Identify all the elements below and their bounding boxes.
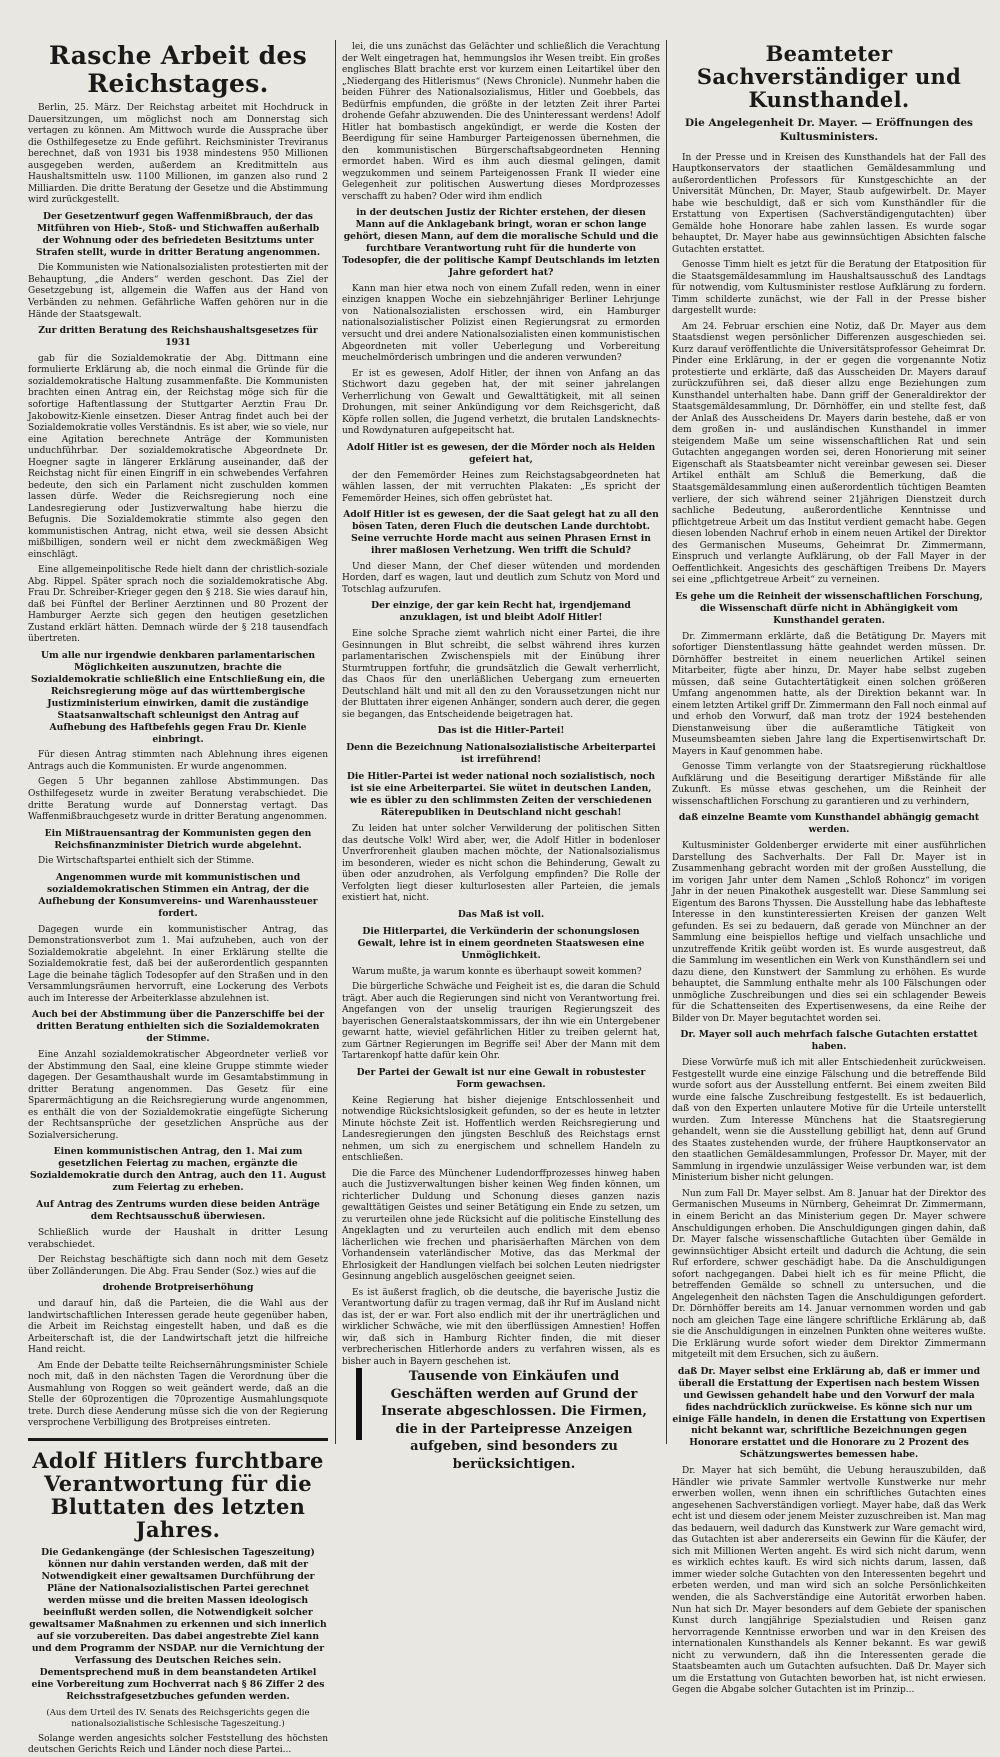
section-subheading: Zur dritten Beratung des Reichshaushaltsgesetzes für 1931 bbox=[38, 325, 318, 348]
section-subheading: drohende Brotpreiserhöhung bbox=[102, 1282, 254, 1294]
bold-paragraph: in der deutschen Justiz der Richter erstehen, der diesen Mann auf die Anklagebank bringt, woran er schon lange gehört, diesen Mann, auf dem die moralische Schuld und die furchtbare Verantwortung ruht für die hunderte von Todesopfer, die der politische Kampf Deutschlands im letzten Jahre gefordert hat? bbox=[342, 207, 660, 278]
article-paragraph: Eine Anzahl sozialdemokratischer Abgeordneter verließ vor der Abstimmung den Saal, eine kleine Gruppe stimmte wieder dagegen. Der Gesamthaushalt wurde im Gesamtabstimmung in dritter Beratung angenommen. Das Gesetz für eine Sparermächtigung an die Reichsregierung wurde angenommen, es enthält die von der Sozialdemokratie eingefügte Sicherung der Rechtsansprüche der gesetzlichen Ansprüche aus der Sozialversicherung. bbox=[28, 1050, 328, 1141]
bold-paragraph: Das ist die Hitler-Partei! bbox=[437, 725, 565, 737]
article-paragraph: Genosse Timm verlangte von der Staatsregierung rückhaltlose Aufklärung und die Beseitigung derartiger Mißstände für alle Zukunft. Es müsse etwas geschehen, um die Reinheit der wissenschaftlichen Forschung zu garantieren und zu verhindern, bbox=[672, 762, 986, 807]
article-subheading: Die Angelegenheit Dr. Mayer. — Eröffnungen des Kultusministers. bbox=[685, 117, 973, 143]
article-paragraph: Die die Farce des Münchener Ludendorffprozesses hinweg haben auch die Justizverwaltungen bisher keinen Weg finden können, um richterlicher Duldung und Schonung dieses ganzen nazis gewalttätigen Geistes und seiner Betätigung ein Ende zu setzen, um zu verurteilen ohne jede Rücksicht auf die politische Einstellung des Angeklagten und zu verurteilen auch endlich mit dem ebenso lächerlichen wie frechen und pharisäerhaften Märchen von dem Vorhandensein vaterländischer Motive, das das Merkmal der Ehrlosigkeit der Handlungen vielfach bei solchen Leuten niedrigster Gesinnung angeblich ausgelöschen geeignet seien. bbox=[342, 1168, 660, 1283]
article-paragraph: Diese Vorwürfe muß ich mit aller Entschiedenheit zurückweisen. Festgestellt wurde eine einzige Fälschung und die betreffende Bild wurde sofort aus der Ausstellung entfernt. Bei einem zweiten Bild wurde eine falsche Zuschreibung festgestellt. Es ist bedauerlich, daß von den Experten unlautere Motive für die Urteile unterstellt wurden. Zum Interesse Münchens hat die Staatsregierung gehandelt, wenn sie die Ausstellung gebilligt hat, denn auf Grund des Staates zustehenden wurde, der frühere Hauptkonservator an den staatlichen Gemäldesammlungen, Professor Dr. Mayer, mit der Sammlung in irgendwie unzulässiger Weise verbunden war, ist dem Ministerium bisher nicht gelungen. bbox=[672, 1058, 986, 1184]
bold-paragraph: Angenommen wurde mit kommunistischen und sozialdemokratischen Stimmen ein Antrag, der die Aufhebung der Konsumvereins- und Warenhaussteuer fordert. bbox=[38, 871, 318, 919]
article-headline: Beamteter Sachverständiger und Kunsthandel. bbox=[696, 41, 962, 113]
column-right bbox=[672, 41, 986, 1696]
column-middle bbox=[342, 42, 661, 1367]
bold-paragraph: daß einzelne Beamte vom Kunsthandel abhängig gemacht werden. bbox=[678, 812, 980, 836]
article-paragraph: gab für die Sozialdemokratie der Abg. Dittmann eine formulierte Erklärung ab, die noch einmal die Gründe für die sozialdemokratische Haltung zusammenfaßte. Die Kommunisten brachten einen Antrag ein, der Reichstag möge sich für die sofortige Haftentlassung der Stuttgarter Aerztin Frau Dr. Jakobowitz-Kienle einsetzen. Dieser Antrag findet auch bei der Sozialdemokratie volles Verständnis. Es ist aber, wie so viele, nur eine Agitation berechnete Anträge der Kommunisten unduchführbar. Der sozialdemokratische Abgeordnete Dr. Hoegner sagte in längerer Erklärung auseinander, daß der Reichstag nicht für einen Eingriff in ein schwebendes Verfahren bedeute, den sich ein Parlament nicht zuschulden kommen lassen dürfe. Weder die Reichsregierung noch eine Landesregierung oder Justizverwaltung habe hierzu die Befugnis. Die Sozialdemokratie stimmte also gegen den kommunistischen Antrag, nicht etwa, weil sie dessen Absicht mißbilligen, sondern weil er nicht dem zweckmäßigen Weg einschlägt. bbox=[28, 353, 328, 560]
article-paragraph: Es ist äußerst fraglich, ob die deutsche, die bayerische Justiz die Verantwortung dafür zu tragen vermag, daß ihr Ruf im Ausland nicht das ist, der er war. Fort also endlich mit der ihr unerträglichen und wirklicher Schwäche, wie mit den überflüssigen Amnestien! Hoffen wir, daß sich in Hamburg Richter finden, die mit dieser verbrecherischen Hitlerhorde anders zu verfahren wissen, als es bisher auch in Bayern geschehen ist. bbox=[342, 1287, 660, 1367]
bold-paragraph: Adolf Hitler ist es gewesen, der die Mörder noch als Helden gefeiert hat, bbox=[346, 441, 656, 465]
article-paragraph: Dr. Zimmermann erklärte, daß die Betätigung Dr. Mayers mit sofortiger Dienstentlassung hätte geahndet werden müssen. Dr. Dörnhöffer bestreitet in einem neuerlichen Artikel seinen Mitarbeiter, fügte aber hinzu, Dr. Mayer habe selbst zugeben müssen, daß seine Gutachtertätigkeit einen solchen größeren Umfang angenommen hatte, als der Direktion bekannt war. In einem letzten Artikel griff Dr. Zimmermann den Fall noch einmal auf und erhob den Vorwurf, daß man trotz der 1924 bestehenden Dienstanweisung über die außeramtliche Tätigkeit von Museumsbeamten sieben Jahre lang die Expertisenwirtschaft Dr. Mayers in Kauf genommen habe. bbox=[672, 631, 986, 757]
bold-paragraph: Der Partei der Gewalt ist nur eine Gewalt in robustester Form gewachsen. bbox=[356, 1066, 646, 1090]
bold-paragraph: Ein Mißtrauensantrag der Kommunisten gegen den Reichsfinanzminister Dietrich wurde abgelehnt. bbox=[44, 827, 312, 851]
article-paragraph: Die Kommunisten wie Nationalsozialisten protestierten mit der Behauptung, „die Anders“ werden geschont. Das Ziel der Gesetzgebung ist, allgemein die Waffen aus der Hand von Verbänden zu nehmen. Gefährliche Waffen gehören nur in die Hände der Staatsgewalt. bbox=[28, 263, 328, 320]
bold-paragraph: Die Gedankengänge (der Schlesischen Tageszeitung) können nur dahin verstanden werden, daß mit der Notwendigkeit einer gewaltsamen Durchführung der Pläne der Nationalsozialistischen Partei gerechnet werden müsse und die breiten Massen ideologisch beeinflußt werden sollen, die Notwendigkeit solcher gewaltsamer Maßnahmen zu erkennen und sich innerlich auf sie vorzubereiten. Das dabei angestrebte Ziel kann und dem Programm der NSDAP. nur die Vernichtung der Verfassung des Deutschen Reiches sein. Dementsprechend muß in dem beanstandeten Artikel eine Vorbereitung zum Hochverrat nach § 86 Ziffer 2 des Reichsstrafgesetzbuches gefunden werden. bbox=[29, 1547, 327, 1702]
article-paragraph: Die Wirtschaftspartei enthielt sich der Stimme. bbox=[38, 856, 255, 867]
bold-paragraph: Adolf Hitler ist es gewesen, der die Saat gelegt hat zu all den bösen Taten, deren Fluch die deutschen Lande durchtobt. Seine verruchte Horde macht aus seinen Phrasen Ernst in ihrer maßlosen Verhetzung. Wen trifft die Schuld? bbox=[343, 509, 659, 556]
bold-paragraph: Die Hitlerpartei, die Verkünderin der schonungslosen Gewalt, lehre ist in einem geordneten Staatswesen eine Unmöglichkeit. bbox=[357, 925, 645, 961]
article-paragraph: In der Presse und in Kreisen des Kunsthandels hat der Fall des Hauptkonservators der staatlichen Gemäldesammlung und außerordentlichen Professors für Kunstgeschichte an der Universität München, Dr. Mayer, Staub aufgewirbelt. Dr. Mayer habe wie beschuldigt, daß er sich vom Kunsthändler für die Erstattung von Expertisen (Sachverständigengutachten) über Gemälde hohe Honorare habe zahlen lassen. Es wurde sogar behauptet, Dr. Mayer habe aus gewinnsüchtigen Absichten falsche Gutachten erstattet. bbox=[672, 152, 986, 255]
article-paragraph: Eine allgemeinpolitische Rede hielt dann der christlich-soziale Abg. Rippel. Später sprach noch die sozialdemokratische Abg. Frau Dr. Schreiber-Krieger gegen den § 218. Sie wies darauf hin, daß bei Fünftel der Berliner Aerztinnen und 80 Prozent der Hamburger Aerzte sich gegen den heutigen gesetzlichen Zustand erklärt hätten. Demnach würde der § 218 tausendfach übertreten. bbox=[28, 565, 328, 645]
bold-paragraph: Es gehe um die Reinheit der wissenschaftlichen Forschung, die Wissenschaft dürfe nicht in Abhängigkeit vom Kunsthandel geraten. bbox=[675, 590, 983, 626]
column-rule bbox=[666, 40, 667, 1444]
bold-paragraph: Die Hitler-Partei ist weder national noch sozialistisch, noch ist sie eine Arbeiterpartei. Sie wütet in deutschen Landen, wie es übler zu den schlimmsten Zeiten der verschiedenen Räterepubliken in Deutschland nicht geschah! bbox=[346, 771, 656, 819]
article-paragraph: Zu leiden hat unter solcher Verwilderung der politischen Sitten das deutsche Volk! Wird aber, wer, die Adolf Hitler in bodenloser Unverfrorenheit glauben machen möchte, der Nationalsozialismus im besonderen, wieder es nicht schon die Behinderung, Gewalt zu üben oder anzudrohen, als Verfolgung empfinden? Die Rolle der Verfolgten liegt dieser kulturlosesten aller Parteien, die jemals existiert hat, nicht. bbox=[342, 824, 660, 904]
article-paragraph: Und dieser Mann, der Chef dieser wütenden und mordenden Horden, darf es wagen, laut und deutlich zum Schutz von Mord und Totschlag aufzurufen. bbox=[342, 561, 660, 595]
article-headline: Adolf Hitlers furchtbare Verantwortung für die Bluttaten des letzten Jahres. bbox=[32, 1447, 324, 1543]
article-paragraph: Die bürgerliche Schwäche und Feigheit ist es, die daran die Schuld trägt. Aber auch die Regierungen sind nicht von Verantwortung frei. Angefangen von der unselig traurigen Regierungszeit des bayerischen Generalstaatskommissars, der ihn wie ein Untergebener gewarnt hatte, wieviel gefährlichen Hitler zu treiben gelernt hat, zum Gärtner Regierungen im Begriffe sei! Aber der Mann mit dem Tartarenkopf hatte dafür kein Ohr. bbox=[342, 982, 661, 1062]
article-paragraph: Genosse Timm hielt es jetzt für die Beratung der Etatposition für die Staatsgemäldesammlung im Haushaltsausschuß des Landtags für notwendig, vom Kultusminister restlose Aufklärung zu fordern. Timm schilderte zunächst, wie der Fall in der Presse bisher dargestellt wurde: bbox=[672, 260, 986, 317]
bold-paragraph: Um alle nur irgendwie denkbaren parlamentarischen Möglichkeiten auszunutzen, brachte die Sozialdemokratie schließlich eine Entschließung ein, die Reichsregierung möge auf das württembergische Justizministerium einwirken, damit die zuständige Staatsanwaltschaft schleunigst den Antrag auf Aufhebung des Haftbefehls gegen Frau Dr. Kienle einbringt. bbox=[30, 649, 326, 745]
article-paragraph: Schließlich wurde der Haushalt in dritter Lesung verabschiedet. bbox=[28, 1228, 328, 1250]
article-paragraph: Solange werden angesichts solcher Feststellung des höchsten deutschen Gerichts Reich und Länder noch diese Partei... bbox=[28, 1733, 328, 1756]
article-paragraph: Nun zum Fall Dr. Mayer selbst. Am 8. Januar hat der Direktor des Germanischen Museums in Nürnberg, Geheimrat Dr. Zimmermann, in einem Bericht an das Ministerium gegen Dr. Mayer schwere Anschuldigungen erhoben. Die Anschuldigungen gingen dahin, daß Dr. Mayer falsche wissenschaftliche Gutachten über Gemälde in gewinnsüchtiger Absicht erteilt und dadurch die Achtung, die sein Ruf erfordere, schwer geschädigt habe. Da die Anschuldigungen sofort nachgegangen. Dabei hielt ich es für meine Pflicht, die betreffenden Gemälde so schnell zu untersuchen, und die Angelegenheit den nächsten Tagen die Anschuldigungen gefordert. Dr. Dörnhöffer bereits am 14. Januar vernommen worden und gab noch am gleichen Tage eine längere schriftliche Erklärung ab, daß sie die Anschuldigungen in einzelnen Punkten ohne weiteres wußte. Die Erklärung wurde sofort wieder dem Direktor Zimmermann mitgeteilt mit dem Ersuchen, sich zu äußern. bbox=[672, 1188, 986, 1361]
article-paragraph: Er ist es gewesen, Adolf Hitler, der ihnen von Anfang an das Stichwort dazu gegeben hat, der mit seiner jahrelangen Verherrlichung von Gewalt und Gewalttätigkeit, mit all seinen Drohungen, mit seiner Ankündigung vor dem Reichsgericht, daß Köpfe rollen sollen, die Jugend verhetzt, die brutalen Landsknechts- und Rowdynaturen aufgepeitscht hat. bbox=[342, 368, 660, 437]
bold-paragraph: Dr. Mayer soll auch mehrfach falsche Gutachten erstattet haben. bbox=[680, 1029, 978, 1053]
bold-paragraph: Der einzige, der gar kein Recht hat, irgendjemand anzuklagen, ist und bleibt Adolf Hitler! bbox=[371, 600, 631, 624]
article-paragraph: der den Fememörder Heines zum Reichstagsabgeordneten hat wählen lassen, der mit verruchten Plakaten: „Es spricht der Fememörder Heines, sich offen gebrüstet hat. bbox=[342, 470, 660, 504]
bold-paragraph: Einen kommunistischen Antrag, den 1. Mai zum gesetzlichen Feiertag zu machen, ergänzte die Sozialdemokratie durch den Antrag, auch den 11. August zum Feiertag zu erheben. bbox=[30, 1146, 326, 1194]
bold-paragraph: daß Dr. Mayer selbst eine Erklärung ab, daß er immer und überall die Erstattung der Expertisen nach bestem Wissen und Gewissen gehandelt habe und den Vorwurf der mala fides nachdrücklich zurückweise. Es könne sich nur um einige Fälle handeln, in denen die Erstattung von Expertisen nicht bekannt war, schriftliche Bezeichnungen gegen Honorare erstattet und die Honorare zu 2 Prozent des Schätzungswertes bemessen habe. bbox=[672, 1365, 986, 1461]
source-quote: (Aus dem Urteil des IV. Senats des Reichsgerichts gegen die nationalsozialistische Schlesische Tageszeitung.) bbox=[46, 1707, 310, 1729]
article-divider bbox=[28, 1438, 328, 1441]
article-paragraph: Keine Regierung hat bisher diejenige Entschlossenheit und notwendige Rücksichtslosigkeit gefunden, so der es heute in letzter Minute höchste Zeit ist. Hoffentlich werden Reichsregierung und Landesregierungen den jüngsten Beschluß des Reichstags ernst nehmen, um sich zu energischem und schnellem Handeln zu entschließen. bbox=[342, 1095, 660, 1164]
article-paragraph: Für diesen Antrag stimmten nach Ablehnung ihres eigenen Antrags auch die Kommunisten. Er wurde angenommen. bbox=[28, 750, 328, 772]
article-paragraph: Dr. Mayer hat sich bemüht, die Uebung herauszubilden, daß Händler wie private Sammler wertvolle Kunstwerke nur mehr erwerben wollen, wenn ihnen ein schriftliches Gutachten eines angesehenen Sachverständigen vorliegt. Mayer habe, daß das Werk echt ist und diesem oder jenem Meister zuzuschreiben ist. Man mag das bedauern, weil dadurch das Kunstwerk zur Ware gemacht wird, das Gutachten ist aber andererseits ein Gewinn für die Käufer, der sich mit Millionen Werten angeht. Es wird sich nicht darum, wenn es wirklich echtes kauft. Es wird sich nichts darum, lassen, daß immer wieder solche Gutachten von den Interessenten begehrt und erbeten werden, und man wird sich an solche Persönlichkeiten wenden, die als Sachverständige eine Autorität erworben haben. Nun hat sich Dr. Mayer besonders auf dem Gebiete der spanischen Kunst durch langjährige Spezialstudien und Reisen ganz hervorragende Kenntnisse erworben und war in den Kreisen des internationalen Kunsthandels als Kenner bekannt. Es war gewiß nicht zu verwundern, daß ihn die Interessenten gerade die Staatsbeamten auch um Gutachten aufsuchten. Daß Dr. Mayer sich um die Erstattung von Gutachten beworben hat, ist nicht erwiesen. Gegen die Abgabe solcher Gutachten ist im Prinzip... bbox=[672, 1466, 986, 1696]
article-paragraph: Am Ende der Debatte teilte Reichsernährungsminister Schiele noch mit, daß in den nächsten Tagen die Verordnung über die Ausmahlung von Roggen so weit geändert werde, daß an die Stelle der 60prozentigen die 70prozentige Ausmahlungsquote trete. Durch diese Aenderung müsse sich die von der Regierung versprochene Verbilligung des Brotpreises eintreten. bbox=[28, 1360, 328, 1429]
bold-paragraph: Auch bei der Abstimmung über die Panzerschiffe bei der dritten Beratung enthielten sich die Sozialdemokraten der Stimme. bbox=[31, 1009, 325, 1045]
article-paragraph: und darauf hin, daß die Parteien, die die Wahl aus der landwirtschaftlichen Interessen gerade heute gegenüber haben, die Arbeit im Reichstag eingestellt haben, und daß es die Arbeiterschaft ist, die der Landwirtschaft jetzt die hilfreiche Hand reicht. bbox=[28, 1299, 328, 1356]
article-paragraph: Der Reichstag beschäftigte sich dann noch mit dem Gesetz über Zolländerungen. Die Abg. Frau Sender (Soz.) wies auf die bbox=[28, 1255, 328, 1277]
article-paragraph: Kann man hier etwa noch von einem Zufall reden, wenn in einer einzigen knappen Woche ein siebzehnjähriger Berliner Lehrjunge von Nationalsozialisten erschossen wird, ein Hamburger nationalsozialistischer Polizist einen Regierungsrat zu ermorden versucht und drei andere Nationalsozialisten einen kommunistischen Abgeordneten mit voller Ueberlegung und Vorbereitung meuchelmörderisch umbringen und die anderen verwunden? bbox=[342, 283, 660, 364]
bold-paragraph: Denn die Bezeichnung Nationalsozialistische Arbeiterpartei ist irreführend! bbox=[346, 742, 656, 766]
article-paragraph: Warum mußte, ja warum konnte es überhaupt soweit kommen? bbox=[352, 966, 642, 977]
article-paragraph: Eine solche Sprache ziemt wahrlich nicht einer Partei, die ihre Gesinnungen in Blut schreibt, die selbst während ihres kurzen parlamentarischen Zwischenspiels mit der Einübung ihrer Sturmtruppen fortfuhr, die grundsätzlich die Gewalt verherrlicht, das Chaos für den unerläßlichen Uebergang zum erneuerten Deutschland hält und mit all den zu den Voraussetzungen nicht nur der Bluttaten ihrer eigenen Anhänger, sondern auch derer, die gegen sie begangen, das Entscheidende beigetragen hat. bbox=[342, 629, 660, 720]
bold-paragraph: Das Maß ist voll. bbox=[457, 908, 545, 920]
bold-paragraph: Der Gesetzentwurf gegen Waffenmißbrauch, der das Mitführen von Hieb-, Stoß- und Stichwaffen außerhalb der Wohnung oder des befriedeten Besitztums unter Strafen stellt, wurde in dritter Beratung angenommen. bbox=[35, 210, 321, 258]
column-left bbox=[28, 41, 328, 1756]
article-paragraph: lei, die uns zunächst das Gelächter und schließlich die Verachtung der Welt eingetragen hat, hemmungslos ihr Wesen treibt. Ein großes englisches Blatt brachte erst vor kurzem einen Leitartikel über den „Niedergang des Hitlerismus“ (News Chronicle). Nunmehr haben die beiden Führer des Nationalsozialismus, Hitler und Goebbels, das Bedürfnis empfunden, die größte in der letzten Zeit ihrer Partei drohende Gefahr abzuwenden. Die des Uninteressant werdens! Adolf Hitler hat bombastisch angekündigt, er werde die Kosten der Beerdigung für seine Hamburger Parteigenossen übernehmen, die den kommunistischen Bürgerschaftsabgeordneten Henning ermordet haben. Wird es ihm auch diesmal gelingen, damit wegzukommen und seinem Parteigenossen Frank II wieder eine Gelegenheit zur politischen Auswertung dieses Mordprozesses verschafft zu haben? Oder wird ihm endlich bbox=[342, 42, 660, 202]
article-paragraph: Am 24. Februar erschien eine Notiz, daß Dr. Mayer aus dem Staatsdienst wegen persönlicher Differenzen ausgeschieden sei. Kurz darauf veröffentlichte die Universitätsprofessor Geheimrat Dr. Pinder eine Erklärung, in der er gegen die vorgenannte Notiz protestierte und erklärte, daß das Ausscheiden Dr. Mayers darauf zurückzuführen sei, daß dieser allzu enge Beziehungen zum Kunsthandel unterhalten habe. Dann griff der Generaldirektor der Staatsgemäldesammlung, Dr. Dörnhöffer, ein und stellte fest, daß der Anlaß des Ausscheidens Dr. Mayers darin bestehe, daß er von dem großen in- und ausländischen Kunsthandel in immer steigendem Maße um seine wissenschaftlichen Rat und sein Gutachten angegangen worden sei, deren Honorierung mit seiner Eigenschaft als Staatsbeamter nicht vereinbar gewesen sei. Dieser Artikel enthält am Schluß die Bemerkung, daß die Staatsgemäldesammlung einen außerordentlich tüchtigen Beamten verliere, der sich während seiner 21jährigen Dienstzeit durch sachliche Bedeutung, außerordentliche Kenntnisse und pflichtgetreue Arbeit um das Institut verdient gemacht habe. Gegen diesen lobenden Nachruf erhob in einem neuen Artikel der Direktor des Germanischen Museums, Geheimrat Dr. Zimmermann, Einspruch und verlangte Aufklärung, ob der Fall Mayer in der Oeffentlichkeit. Angesichts des geschäftigen Treibens Dr. Mayers sei eine „pflichtgetreue Arbeit“ zu verneinen. bbox=[672, 321, 986, 586]
article-paragraph: Kultusminister Goldenberger erwiderte mit einer ausführlichen Darstellung des Sachverhalts. Der Fall Dr. Mayer ist in Zusammenhang gebracht worden mit der großen Ausstellung, die im vorigen Jahr unter dem Namen „Schloß Rohoncz“ im vorigen Jahr in der neuen Pinakothek ausgestellt war. Diese Sammlung sei Eigentum des Barons Thyssen. Die Ausstellung habe das lebhafteste Interesse in den kunstinteressierten Kreisen der ganzen Welt gefunden. Es sei zu bedauern, daß gerade von Münchner an der Sammlung eine beispiellos heftige und vielfach unsachliche und unzutreffende Kritik geübt worden ist. Es wurde ausgestreut, daß die Sammlung im wesentlichen ein Werk von Kunsthändlern sei und dazu diene, den Kunstwert der Sammlung zu erhöhen. Es wurde behauptet, die Sammlung enthalte mehr als 100 Fälschungen oder unmögliche Zuschreibungen und dies sei ein schlagender Beweis für die Schattenseiten des Expertisenwesens, da eine Reihe der Bilder von Dr. Mayer begutachtet worden sei. bbox=[672, 841, 986, 1024]
article-paragraph: Gegen 5 Uhr begannen zahllose Abstimmungen. Das Osthilfegesetz wurde in zweiter Beratung verabschiedet. Die dritte Beratung wurde auf Donnerstag vertagt. Das Waffenmißbrauchgesetz wurde in dritter Beratung angenommen. bbox=[28, 777, 328, 823]
article-paragraph: Dagegen wurde ein kommunistischer Antrag, das Demonstrationsverbot zum 1. Mai aufzuheben, auch von der Sozialdemokratie abgelehnt. In einer Erklärung stellte die Sozialdemokratie fest, daß bei der außerordentlich gespannten Lage die beinahe täglich Todesopfer auf den Straßen und in den Versammlungsräumen hervorruft, eine Lockerung des Verbots auch im Interesse der Arbeiterklasse abzulehnen ist. bbox=[28, 924, 328, 1004]
column-rule bbox=[335, 40, 336, 1444]
bold-paragraph: Auf Antrag des Zentrums wurden diese beiden Anträge dem Rechtsausschuß überwiesen. bbox=[36, 1199, 320, 1223]
article-paragraph: Berlin, 25. März. Der Reichstag arbeitet mit Hochdruck in Dauersitzungen, um möglichst noch am Donnerstag sich vertagen zu können. Am Mittwoch wurde die Aussprache über die Osthilfegesetze zu Ende geführt. Reichsminister Treviranus berechnet, daß von 1931 bis 1938 mindestens 950 Millionen ausgegeben werden, außerdem an Kreditmitteln aus Haushaltsmitteln usw. 1100 Millionen, im ganzen also rund 2 Milliarden. Die dritte Beratung der Gesetze und die Abstimmung wird zurückgestellt. bbox=[28, 103, 328, 206]
advertisement-box: Tausende von Einkäufen und Geschäften werden auf Grund der Inserate abgeschlossen. Die Firmen, die in der Parteipresse Anzeigen aufgeben, sind besonders zu berücksichtigen. bbox=[356, 1368, 656, 1440]
article-headline: Rasche Arbeit des Reichstages. bbox=[49, 41, 307, 98]
